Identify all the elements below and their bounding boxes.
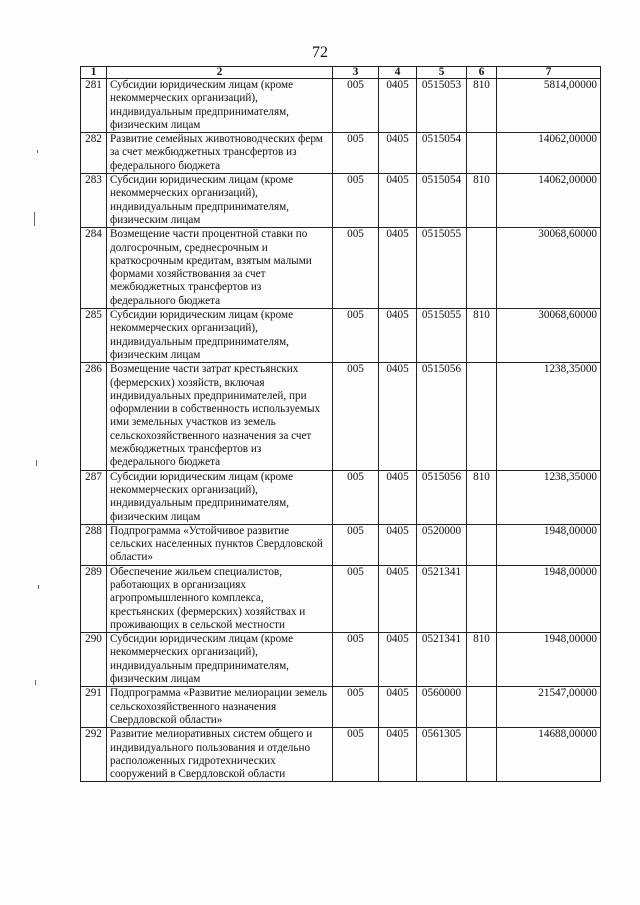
col-5: 0515054: [417, 174, 467, 228]
col-5: 0560000: [417, 687, 467, 728]
row-name: Субсидии юридическим лицам (кроме некоммерческих организаций), индивидуальным предпринимателям, физическим лицам: [107, 174, 333, 228]
table-row: [81, 174, 601, 228]
row-name: Субсидии юридическим лицам (кроме некоммерческих организаций), индивидуальным предпринимателям, физическим лицам: [107, 79, 333, 133]
table-row: [81, 728, 601, 782]
col-5: 0515056: [417, 470, 467, 524]
col-6: [467, 133, 497, 174]
row-amount: 1948,00000: [497, 524, 601, 565]
col-5: 0515054: [417, 133, 467, 174]
row-amount: 1948,00000: [497, 565, 601, 632]
row-amount: 14062,00000: [497, 133, 601, 174]
scan-mark: [36, 460, 37, 466]
col-4: 0405: [379, 79, 417, 133]
col-4: 0405: [379, 565, 417, 632]
scan-mark: [38, 585, 39, 589]
row-amount: 14062,00000: [497, 174, 601, 228]
col-4: 0405: [379, 309, 417, 363]
row-number: 282: [81, 133, 107, 174]
scan-mark: [35, 680, 36, 685]
table-row: [81, 309, 601, 363]
table-row: [81, 363, 601, 470]
row-name: Подпрограмма «Устойчивое развитие сельских населенных пунктов Свердловской области»: [107, 524, 333, 565]
col-4: 0405: [379, 633, 417, 687]
col-6: 810: [467, 174, 497, 228]
col-4: 0405: [379, 133, 417, 174]
table-row: [81, 79, 601, 133]
col-6: 810: [467, 309, 497, 363]
col-3: 005: [333, 363, 379, 470]
col-4: 0405: [379, 728, 417, 782]
col-6: 810: [467, 633, 497, 687]
col-5: 0521341: [417, 565, 467, 632]
col-3: 005: [333, 687, 379, 728]
column-header: 7: [497, 67, 601, 79]
row-number: 285: [81, 309, 107, 363]
scan-mark: [34, 212, 35, 226]
col-5: 0521341: [417, 633, 467, 687]
row-number: 287: [81, 470, 107, 524]
scan-mark: [37, 150, 38, 153]
row-amount: 1948,00000: [497, 633, 601, 687]
header-row: [81, 67, 601, 79]
col-5: 0515055: [417, 228, 467, 309]
table-row: [81, 470, 601, 524]
table-row: [81, 133, 601, 174]
col-3: 005: [333, 79, 379, 133]
col-6: [467, 687, 497, 728]
column-header: 4: [379, 67, 417, 79]
col-4: 0405: [379, 363, 417, 470]
col-3: 005: [333, 565, 379, 632]
col-6: 810: [467, 470, 497, 524]
page-number: 72: [312, 44, 328, 61]
row-amount: 1238,35000: [497, 470, 601, 524]
col-6: [467, 524, 497, 565]
row-number: 291: [81, 687, 107, 728]
col-4: 0405: [379, 470, 417, 524]
row-number: 284: [81, 228, 107, 309]
col-3: 005: [333, 633, 379, 687]
col-3: 005: [333, 228, 379, 309]
row-name: Развитие семейных животноводческих ферм за счет межбюджетных трансфертов из федерального бюджета: [107, 133, 333, 174]
col-5: 0515053: [417, 79, 467, 133]
col-3: 005: [333, 309, 379, 363]
table-row: [81, 524, 601, 565]
row-number: 292: [81, 728, 107, 782]
col-3: 005: [333, 470, 379, 524]
table-row: [81, 633, 601, 687]
column-header: 6: [467, 67, 497, 79]
column-header: 3: [333, 67, 379, 79]
table-row: [81, 228, 601, 309]
row-number: 290: [81, 633, 107, 687]
column-header: 5: [417, 67, 467, 79]
row-amount: 14688,00000: [497, 728, 601, 782]
col-6: [467, 228, 497, 309]
col-3: 005: [333, 174, 379, 228]
col-6: 810: [467, 79, 497, 133]
col-4: 0405: [379, 228, 417, 309]
col-4: 0405: [379, 174, 417, 228]
row-amount: 30068,60000: [497, 309, 601, 363]
row-number: 283: [81, 174, 107, 228]
col-5: 0520000: [417, 524, 467, 565]
column-header: 2: [107, 67, 333, 79]
row-amount: 21547,00000: [497, 687, 601, 728]
row-name: Развитие мелиоративных систем общего и индивидуального пользования и отдельно расположенных гидротехнических сооружений в Свердловской области: [107, 728, 333, 782]
row-amount: 1238,35000: [497, 363, 601, 470]
row-name: Субсидии юридическим лицам (кроме некоммерческих организаций), индивидуальным предпринимателям, физическим лицам: [107, 309, 333, 363]
row-number: 281: [81, 79, 107, 133]
col-5: 0515055: [417, 309, 467, 363]
col-6: [467, 728, 497, 782]
row-number: 289: [81, 565, 107, 632]
row-name: Подпрограмма «Развитие мелиорации земель сельскохозяйственного назначения Свердловской области»: [107, 687, 333, 728]
col-4: 0405: [379, 687, 417, 728]
col-3: 005: [333, 728, 379, 782]
col-6: [467, 565, 497, 632]
row-name: Возмещение части затрат крестьянских (фермерских) хозяйств, включая индивидуальных предпринимателей, при оформлении в собственность используемых ими земельных участков из земель сельскохозяйственного назначения за счет межбюджетных трансфертов из федерального бюджета: [107, 363, 333, 470]
table-row: [81, 687, 601, 728]
col-6: [467, 363, 497, 470]
column-header: 1: [81, 67, 107, 79]
row-amount: 5814,00000: [497, 79, 601, 133]
row-name: Обеспечение жильем специалистов, работающих в организациях агропромышленного комплекса, крестьянских (фермерских) хозяйствах и проживающих в сельской местности: [107, 565, 333, 632]
row-number: 286: [81, 363, 107, 470]
col-5: 0515056: [417, 363, 467, 470]
row-number: 288: [81, 524, 107, 565]
col-4: 0405: [379, 524, 417, 565]
budget-table: [80, 66, 601, 782]
col-3: 005: [333, 524, 379, 565]
table-row: [81, 565, 601, 632]
row-name: Возмещение части процентной ставки по долгосрочным, среднесрочным и краткосрочным кредитам, взятым малыми формами хозяйствования за счет межбюджетных трансфертов из федерального бюджета: [107, 228, 333, 309]
row-name: Субсидии юридическим лицам (кроме некоммерческих организаций), индивидуальным предпринимателям, физическим лицам: [107, 633, 333, 687]
col-3: 005: [333, 133, 379, 174]
row-name: Субсидии юридическим лицам (кроме некоммерческих организаций), индивидуальным предпринимателям, физическим лицам: [107, 470, 333, 524]
row-amount: 30068,60000: [497, 228, 601, 309]
col-5: 0561305: [417, 728, 467, 782]
